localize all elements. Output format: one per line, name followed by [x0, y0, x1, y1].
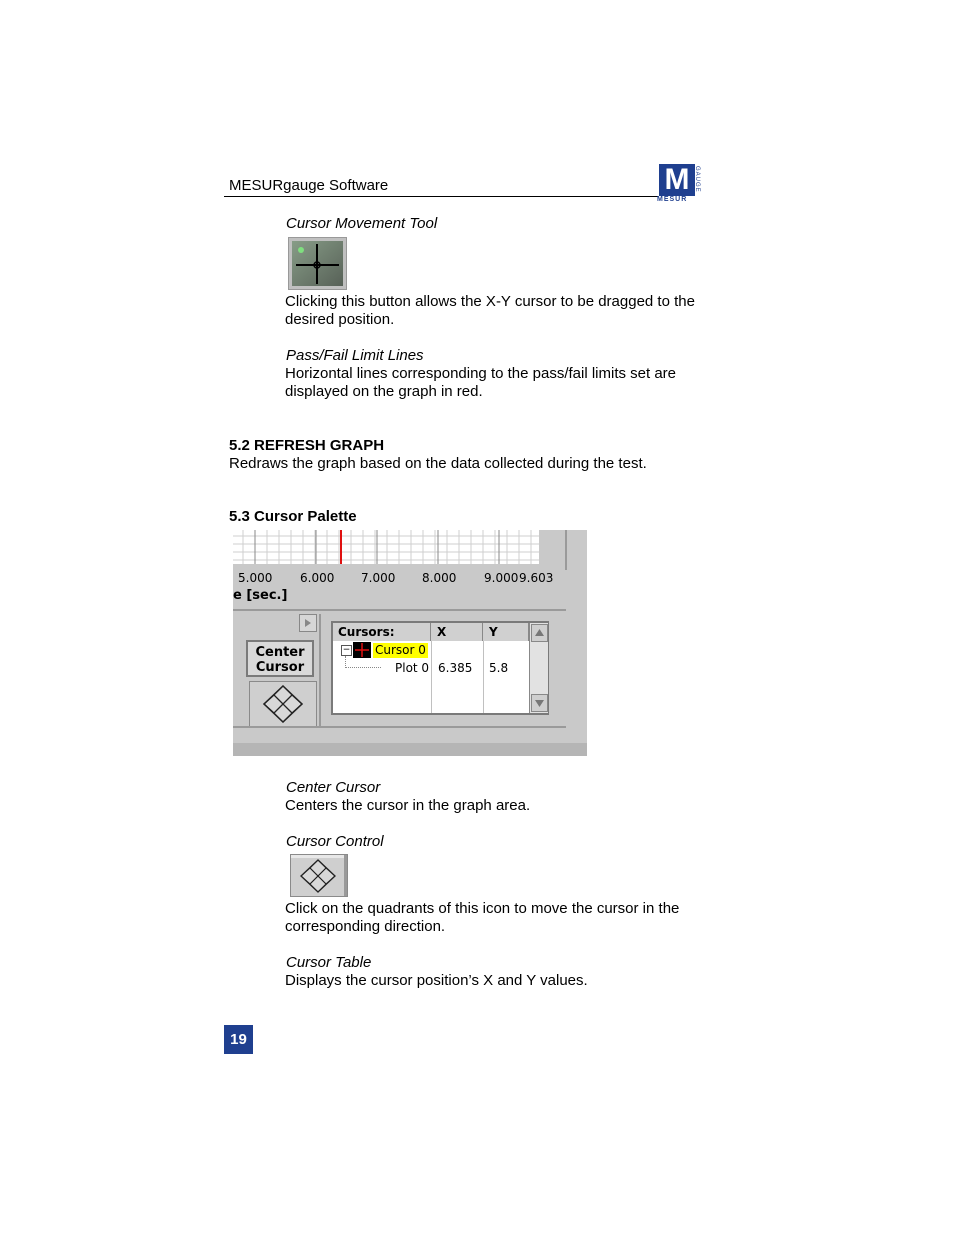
- x-tick-label: 8.000: [422, 571, 457, 585]
- x-tick-label: 7.000: [361, 571, 396, 585]
- table-scrollbar[interactable]: [529, 623, 548, 713]
- cursor-movement-description: Clicking this button allows the X-Y cursor to be dragged to the desired position.: [285, 293, 695, 328]
- vertical-divider: [319, 614, 321, 726]
- x-tick-label: 9.000: [484, 571, 519, 585]
- cursor-control-description: Click on the quadrants of this icon to move the cursor in the corresponding direction.: [285, 900, 680, 935]
- cursor-control-icon-button[interactable]: [290, 854, 348, 897]
- running-header: MESURgauge Software: [229, 177, 389, 194]
- column-divider: [483, 641, 484, 713]
- column-divider: [431, 641, 432, 713]
- scroll-down-button[interactable]: [531, 694, 548, 712]
- graph-grid: [233, 530, 587, 570]
- center-cursor-button[interactable]: [246, 640, 314, 677]
- header-rule: [224, 196, 658, 197]
- cursor-crosshair-icon: [353, 642, 371, 658]
- mesur-logo: [657, 164, 703, 204]
- logo-letter: M: [664, 163, 690, 196]
- cursor-table-heading: Cursor Table: [286, 954, 372, 971]
- scroll-up-button[interactable]: [531, 624, 548, 642]
- page-number: 19: [224, 1025, 253, 1054]
- red-crosshair-icon: [353, 642, 371, 658]
- panel-divider: [233, 609, 587, 611]
- center-cursor-description: Centers the cursor in the graph area.: [285, 797, 531, 814]
- x-tick-label: 6.000: [300, 571, 335, 585]
- triangle-right-icon: [300, 615, 316, 631]
- x-tick-label: 5.000: [238, 571, 273, 585]
- plot-name-cell: Plot 0: [395, 661, 430, 675]
- cursor-palette-screenshot: [233, 530, 587, 756]
- pass-fail-description: Horizontal lines corresponding to the pass/fail limits set are displayed on the graph in red.: [285, 365, 677, 400]
- column-header-x[interactable]: X: [431, 623, 483, 641]
- tree-line: [345, 667, 381, 669]
- cursor-control-pad[interactable]: [249, 681, 317, 727]
- x-axis-label: e [sec.]: [233, 588, 288, 603]
- x-tick-label: 9.603: [519, 571, 554, 585]
- center-cursor-heading: Center Cursor: [286, 779, 381, 796]
- arrow-down-icon: [532, 695, 547, 711]
- cursor-movement-heading: Cursor Movement Tool: [286, 215, 438, 232]
- bottom-divider: [233, 726, 566, 728]
- diamond-arrows-icon: [291, 855, 347, 896]
- x-value-cell: 6.385: [438, 661, 473, 675]
- cursor-table-description: Displays the cursor position’s X and Y values.: [285, 972, 588, 989]
- center-cursor-label-line2: Cursor: [255, 660, 305, 675]
- palette-expand-button[interactable]: [299, 614, 317, 632]
- refresh-graph-heading: 5.2 REFRESH GRAPH: [229, 437, 385, 454]
- logo-side-word: GAUGE: [694, 166, 700, 193]
- cursor-name-cell[interactable]: Cursor 0: [375, 643, 426, 657]
- column-header-y[interactable]: Y: [483, 623, 529, 641]
- pass-fail-heading: Pass/Fail Limit Lines: [286, 347, 424, 364]
- center-cursor-label-line1: Center: [255, 645, 305, 660]
- bottom-strip: [233, 743, 587, 756]
- crosshair-icon: [289, 238, 346, 289]
- cursor-table[interactable]: [331, 621, 549, 715]
- cursor-movement-tool-button[interactable]: [288, 237, 347, 290]
- logo-word: MESUR: [657, 196, 688, 203]
- panel-right-edge: [566, 609, 587, 756]
- cursor-palette-heading: 5.3 Cursor Palette: [229, 508, 357, 525]
- collapse-toggle[interactable]: −: [342, 645, 351, 655]
- arrow-up-icon: [532, 625, 547, 641]
- diamond-arrows-icon: [250, 682, 316, 726]
- column-header-cursors[interactable]: Cursors:: [333, 623, 431, 641]
- refresh-graph-description: Redraws the graph based on the data collected during the test.: [229, 455, 647, 472]
- y-value-cell: 5.8: [489, 661, 509, 675]
- cursor-control-heading: Cursor Control: [286, 833, 384, 850]
